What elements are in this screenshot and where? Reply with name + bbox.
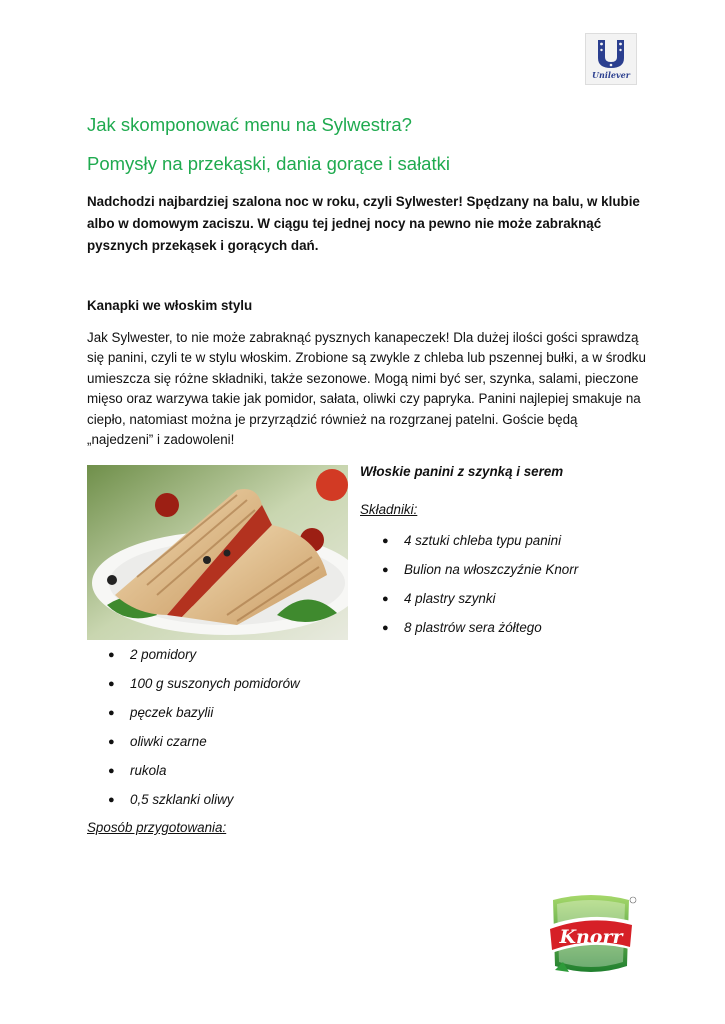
page-title: Jak skomponować menu na Sylwestra? bbox=[87, 114, 412, 135]
list-item: ● pęczek bazylii bbox=[108, 705, 214, 720]
bullet-icon: ● bbox=[108, 765, 115, 777]
bullet-icon: ● bbox=[108, 707, 115, 719]
bullet-icon: ● bbox=[108, 678, 115, 690]
list-item: ● Bulion na włoszczyźnie Knorr bbox=[382, 562, 579, 577]
method-label: Sposób przygotowania: bbox=[87, 820, 227, 835]
ingredients-list-left bbox=[108, 646, 300, 820]
unilever-logo bbox=[585, 33, 637, 85]
list-item: ● 4 plastry szynki bbox=[382, 591, 496, 606]
unilever-wordmark: Unilever bbox=[592, 70, 630, 80]
bullet-icon: ● bbox=[382, 593, 389, 605]
list-item: ● oliwki czarne bbox=[108, 734, 207, 749]
page-subtitle: Pomysły na przekąski, dania gorące i sałatki bbox=[87, 153, 450, 174]
bullet-icon: ● bbox=[382, 564, 389, 576]
list-item: ● rukola bbox=[108, 763, 167, 778]
panini-sandwich-photo bbox=[87, 465, 348, 640]
bullet-icon: ● bbox=[108, 794, 115, 806]
bullet-icon: ● bbox=[108, 649, 115, 661]
list-item: ● 2 pomidory bbox=[108, 647, 197, 662]
knorr-logo bbox=[545, 892, 637, 976]
knorr-wordmark: Knorr bbox=[559, 926, 623, 948]
list-item: ● 100 g suszonych pomidorów bbox=[108, 676, 300, 691]
section-paragraph: Jak Sylwester, to nie może zabraknąć pysznych kanapeczek! Dla dużej ilości gości sprawdzą się panini, czyli te w stylu włoskim. Zrobione są zwykle z chleba lub pszennej bułki, a w środku umieszcza się różne składniki, także sezonowe. Mogą nimi być ser, szynka, salami, pieczone mięso oraz warzywa takie jak pomidor, sałata, oliwki czy papryka. Panini najlepiej smakuje na ciepło, natomiast można je przyrządzić również na rozgrzanej patelni. Goście będą „najedzeni” i zadowoleni! bbox=[87, 330, 646, 448]
ingredients-list-right bbox=[382, 532, 579, 648]
recipe-title: Włoskie panini z szynką i serem bbox=[360, 464, 564, 479]
list-item: ● 8 plastrów sera żółtego bbox=[382, 620, 542, 635]
list-item: ● 0,5 szklanki oliwy bbox=[108, 792, 234, 807]
section-heading: Kanapki we włoskim stylu bbox=[87, 298, 253, 313]
ingredients-label: Składniki: bbox=[360, 502, 418, 517]
bullet-icon: ● bbox=[382, 622, 389, 634]
bullet-icon: ● bbox=[108, 736, 115, 748]
list-item: ● 4 sztuki chleba typu panini bbox=[382, 533, 562, 548]
bullet-icon: ● bbox=[382, 535, 389, 547]
intro-paragraph: Nadchodzi najbardziej szalona noc w roku, czyli Sylwester! Spędzany na balu, w klubie albo w domowym zaciszu. W ciągu tej jednej nocy na pewno nie może zabraknąć pysznych przekąsek i gorących dań. bbox=[87, 194, 640, 253]
